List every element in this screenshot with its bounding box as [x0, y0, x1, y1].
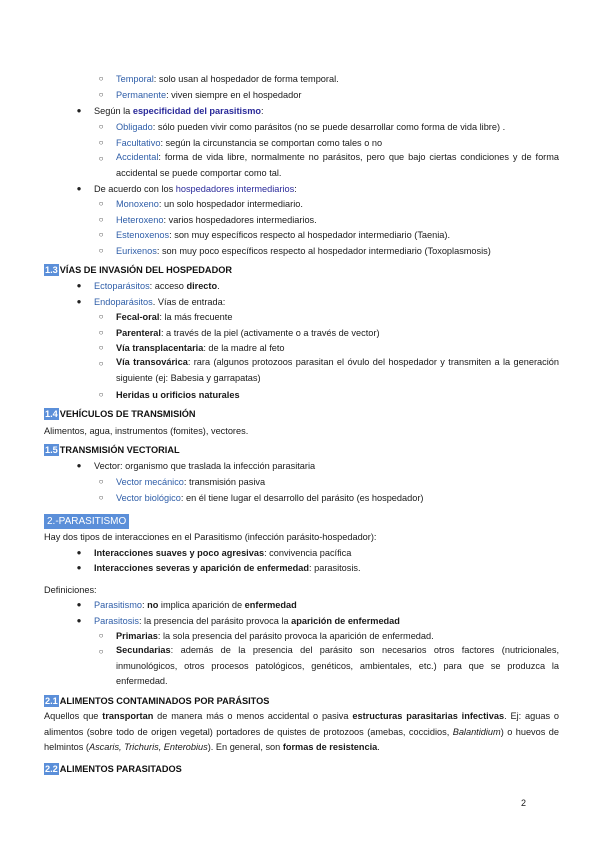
circle-bullet-icon: ○ [98, 154, 104, 163]
circle-bullet-icon: ○ [98, 74, 104, 83]
section-heading-1-4: 1.4 VEHÍCULOS DE TRANSMISIÓN [45, 409, 196, 419]
circle-bullet-icon: ○ [98, 647, 104, 656]
paragraph: Definiciones: [44, 585, 97, 595]
paragraph: Aquellos que transportan de manera más o menos accidental o pasiva estructuras parasitarias infectivas. Ej: aguas o alimentos (sobre todo de origen vegetal) portadores de quistes de protozoos (amebas, coccidios, Balantidium) o huevos de helmintos (Ascaris, Trichuris, Enterobius). En general, son formas de resistencia. [44, 711, 560, 752]
circle-bullet-icon: ○ [98, 122, 104, 131]
list-item: Parenteral: a través de la piel (activamente o a través de vector) [116, 328, 380, 338]
circle-bullet-icon: ○ [98, 390, 104, 399]
list-item: Parasitismo: no implica aparición de enfermedad [94, 600, 297, 610]
list-item: Vector biológico: en él tiene lugar el desarrollo del parásito (es hospedador) [116, 493, 424, 503]
list-item: Primarias: la sola presencia del parásito provoca la aparición de enfermedad. [116, 631, 434, 641]
bullet-icon: ● [76, 281, 82, 290]
page-number: 2 [521, 798, 527, 808]
list-item: Estenoxenos: son muy específicos respecto al hospedador intermediario (Taenia). [116, 230, 450, 240]
circle-bullet-icon: ○ [98, 312, 104, 321]
circle-bullet-icon: ○ [98, 477, 104, 486]
list-item: Vía transovárica: rara (algunos protozoos parasitan el óvulo del hospedador y transmiten a la generación siguiente (ej: Babesia y garrapatas) [116, 357, 559, 383]
list-item: Según la especificidad del parasitismo: [94, 106, 264, 116]
bullet-icon: ● [76, 548, 82, 557]
list-item: Parasitosis: la presencia del parásito provoca la aparición de enfermedad [94, 616, 400, 626]
bullet-icon: ● [76, 297, 82, 306]
list-item: Permanente: viven siempre en el hospedador [116, 90, 302, 100]
list-item: Interacciones severas y aparición de enfermedad: parasitosis. [94, 563, 361, 573]
bullet-icon: ● [76, 106, 82, 115]
list-item: Secundarias: además de la presencia del parásito son necesarios otros factores (nutricionales, inmunológicos, otros procesos patológicos, genéticos, ambientales, etc.) para que se produzca la enfermedad. [116, 645, 559, 686]
circle-bullet-icon: ○ [98, 138, 104, 147]
bullet-icon: ● [76, 600, 82, 609]
circle-bullet-icon: ○ [98, 230, 104, 239]
list-item: Monoxeno: un solo hospedador intermediario. [116, 199, 303, 209]
list-item: Ectoparásitos: acceso directo. [94, 281, 220, 291]
section-heading-2-1: 2.1 ALIMENTOS CONTAMINADOS POR PARÁSITOS [45, 696, 270, 706]
list-item: Heteroxeno: varios hospedadores intermediarios. [116, 215, 317, 225]
circle-bullet-icon: ○ [98, 90, 104, 99]
circle-bullet-icon: ○ [98, 199, 104, 208]
bullet-icon: ● [76, 616, 82, 625]
section-heading-2: 2.-PARASITISMO [44, 514, 129, 529]
bullet-icon: ● [76, 563, 82, 572]
list-item: De acuerdo con los hospedadores intermediarios: [94, 184, 297, 194]
paragraph: Alimentos, agua, instrumentos (fomites), vectores. [44, 426, 249, 436]
list-item: Vía transplacentaria: de la madre al feto [116, 343, 285, 353]
circle-bullet-icon: ○ [98, 328, 104, 337]
paragraph: Hay dos tipos de interacciones en el Parasitismo (infección parásito-hospedador): [44, 532, 377, 542]
list-item: Endoparásitos. Vías de entrada: [94, 297, 226, 307]
bullet-icon: ● [76, 461, 82, 470]
list-item: Facultativo: según la circunstancia se comportan como tales o no [116, 138, 383, 148]
list-item: Obligado: sólo pueden vivir como parásitos (no se puede desarrollar como forma de vida libre) . [116, 122, 506, 132]
bullet-icon: ● [76, 184, 82, 193]
list-item: Heridas u orificios naturales [116, 390, 240, 400]
section-heading-1-3: 1.3 VÍAS DE INVASIÓN DEL HOSPEDADOR [45, 265, 232, 275]
circle-bullet-icon: ○ [98, 215, 104, 224]
list-item: Temporal: solo usan al hospedador de forma temporal. [116, 74, 339, 84]
list-item: Interacciones suaves y poco agresivas: convivencia pacífica [94, 548, 352, 558]
circle-bullet-icon: ○ [98, 246, 104, 255]
section-heading-1-5: 1.5 TRANSMISIÓN VECTORIAL [45, 445, 180, 455]
circle-bullet-icon: ○ [98, 359, 104, 368]
list-item: Vector mecánico: transmisión pasiva [116, 477, 266, 487]
list-item: Accidental: forma de vida libre, normalmente no parásitos, pero que bajo ciertas condiciones y de forma accidental se puede comportar como tal. [116, 152, 559, 178]
section-heading-2-2: 2.2 ALIMENTOS PARASITADOS [45, 764, 182, 774]
list-item: Eurixenos: son muy poco específicos respecto al hospedador intermediario (Toxoplasmosis) [116, 246, 491, 256]
circle-bullet-icon: ○ [98, 343, 104, 352]
circle-bullet-icon: ○ [98, 631, 104, 640]
list-item: Fecal-oral: la más frecuente [116, 312, 233, 322]
circle-bullet-icon: ○ [98, 493, 104, 502]
list-item: Vector: organismo que traslada la infección parasitaria [94, 461, 316, 471]
